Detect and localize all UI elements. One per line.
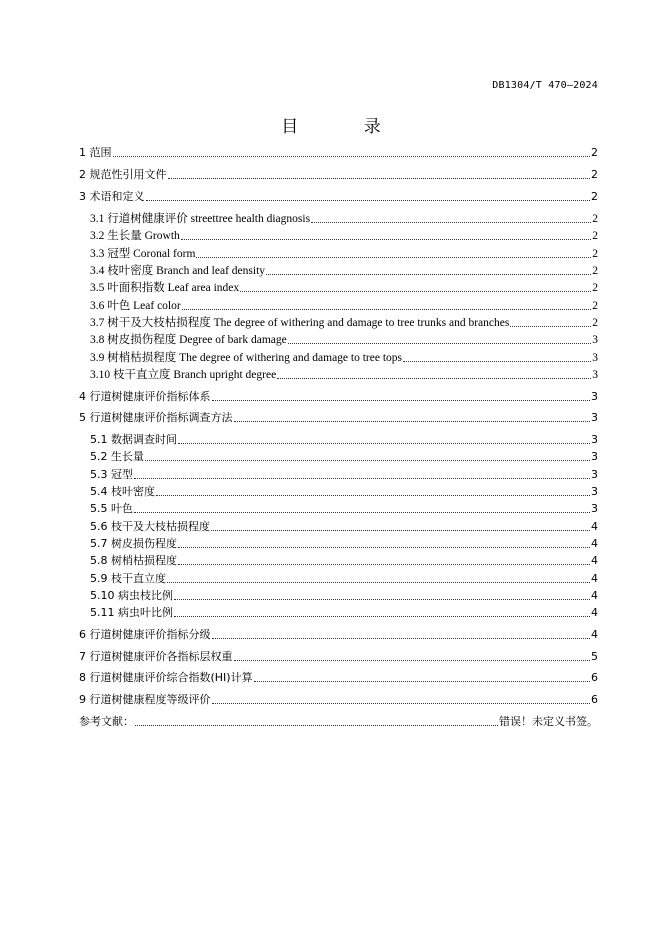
toc-entry[interactable]	[90, 332, 598, 348]
toc-leader	[178, 564, 590, 565]
toc-entry-label: 5.11 病虫叶比例	[90, 606, 173, 619]
toc-entry-label: 3.4 枝叶密度 Branch and leaf density	[90, 265, 266, 277]
toc-leader	[212, 400, 591, 401]
toc-leader	[134, 512, 590, 513]
toc-leader	[182, 309, 592, 310]
toc-entry-label: 9 行道树健康程度等级评价	[79, 693, 211, 706]
toc-entry-page: 2	[592, 282, 598, 294]
toc-entry-page: 2	[592, 317, 598, 329]
toc-entry[interactable]	[90, 367, 598, 383]
toc-entry[interactable]	[90, 246, 598, 262]
toc-entry[interactable]	[90, 315, 598, 331]
toc-entry-page: 4	[591, 554, 598, 567]
toc-leader	[311, 222, 591, 223]
toc-leader	[178, 547, 590, 548]
toc-entry[interactable]	[79, 389, 598, 405]
toc-entry[interactable]	[90, 350, 598, 366]
toc-leader	[156, 495, 590, 496]
toc-entry-page: 3	[591, 411, 598, 424]
toc-leader	[234, 660, 591, 661]
toc-entry-label: 7 行道树健康评价各指标层权重	[79, 650, 233, 663]
toc-entry-label: 3.2 生长量 Growth	[90, 230, 180, 242]
toc-leader	[146, 200, 591, 201]
toc-entry[interactable]	[90, 553, 598, 569]
toc-entry-page: 4	[591, 520, 598, 533]
toc-leader	[510, 326, 591, 327]
toc-leader	[234, 421, 591, 422]
toc-entry-label: 5.8 树梢枯损程度	[90, 554, 177, 567]
toc-entry-page: 2	[591, 146, 598, 159]
toc-leader	[113, 156, 591, 157]
toc-entry-page: 2	[592, 230, 598, 242]
document-code: DB1304/T 470—2024	[492, 80, 598, 91]
toc-entry[interactable]	[79, 410, 598, 426]
toc-entry[interactable]	[79, 670, 598, 686]
toc-entry[interactable]	[90, 449, 598, 465]
toc-entry-page: 3	[591, 450, 598, 463]
toc-entry-page: 3	[591, 468, 598, 481]
toc-entry[interactable]	[90, 519, 598, 535]
toc-entry-page: 5	[591, 650, 598, 663]
toc-entry[interactable]	[90, 536, 598, 552]
toc-leader	[167, 582, 590, 583]
toc-leader	[145, 460, 590, 461]
toc-entry-label: 5.10 病虫枝比例	[90, 589, 173, 602]
toc-leader	[403, 361, 591, 362]
toc-entry[interactable]	[79, 189, 598, 205]
toc-entry-page: 6	[591, 671, 598, 684]
toc-entry[interactable]	[79, 692, 598, 708]
toc-entry-label: 4 行道树健康评价指标体系	[79, 390, 211, 403]
toc-entry-page: 2	[592, 248, 598, 260]
toc-entry-label: 3.3 冠型 Coronal form	[90, 248, 196, 260]
toc-entry-page: 错误！未定义书签。	[499, 715, 598, 728]
toc-entry[interactable]	[90, 484, 598, 500]
toc-leader	[196, 257, 591, 258]
toc-entry-page: 4	[591, 537, 598, 550]
toc-entry[interactable]	[79, 649, 598, 665]
toc-entry-label: 5.6 枝干及大枝枯损程度	[90, 520, 210, 533]
toc-entry-label: 6 行道树健康评价指标分级	[79, 628, 211, 641]
toc-leader	[266, 274, 591, 275]
toc-entry-label: 3.9 树梢枯损程度 The degree of withering and damage to tree tops	[90, 352, 403, 364]
toc-entry-label: 3.5 叶面积指数 Leaf area index	[90, 282, 240, 294]
toc-leader	[168, 178, 591, 179]
toc-entry-page: 3	[591, 433, 598, 446]
toc-entry-page: 3	[591, 485, 598, 498]
toc-leader	[134, 478, 590, 479]
toc-entry[interactable]	[90, 228, 598, 244]
toc-leader	[254, 681, 590, 682]
toc-entry-label: 5.1 数据调查时间	[90, 433, 177, 446]
toc-entry-label: 5.3 冠型	[90, 468, 133, 481]
toc-entry-label: 3.1 行道树健康评价 streettree health diagnosis	[90, 213, 311, 225]
toc-entry[interactable]	[90, 588, 598, 604]
toc-title: 目 录	[281, 117, 411, 137]
toc-entry-references[interactable]	[79, 714, 598, 730]
toc-leader	[211, 530, 590, 531]
toc-entry[interactable]	[90, 432, 598, 448]
toc-entry-page: 2	[591, 190, 598, 203]
toc-entry-label: 5.5 叶色	[90, 502, 133, 515]
toc-leader	[174, 599, 590, 600]
toc-entry[interactable]	[90, 501, 598, 517]
toc-entry[interactable]	[79, 167, 598, 183]
toc-leader	[212, 703, 591, 704]
toc-entry-label: 3.7 树干及大枝枯损程度 The degree of withering and damage to tree trunks and branches	[90, 317, 510, 329]
toc-entry-label: 2 规范性引用文件	[79, 168, 167, 181]
toc-entry-label: 5.2 生长量	[90, 450, 144, 463]
toc-entry-label: 5.9 枝干直立度	[90, 572, 166, 585]
toc-entry-label: 3.6 叶色 Leaf color	[90, 300, 181, 312]
toc-leader	[288, 343, 592, 344]
toc-leader	[212, 638, 591, 639]
toc-leader	[178, 443, 590, 444]
toc-entry-page: 4	[591, 572, 598, 585]
toc-entry-page: 3	[591, 502, 598, 515]
toc-entry-page: 2	[591, 168, 598, 181]
toc-entry-label: 8 行道树健康评价综合指数(HI)计算	[79, 671, 253, 684]
toc-entry-label: 5.4 枝叶密度	[90, 485, 155, 498]
toc-entry[interactable]	[79, 627, 598, 643]
toc-entry[interactable]	[79, 145, 598, 161]
toc-entry[interactable]	[90, 263, 598, 279]
toc-entry-page: 4	[591, 628, 598, 641]
toc-entry-page: 4	[591, 606, 598, 619]
toc-leader	[181, 239, 591, 240]
toc-entry-page: 3	[592, 334, 598, 346]
toc-entry-label: 5 行道树健康评价指标调查方法	[79, 411, 233, 424]
toc-leader	[277, 378, 591, 379]
toc-leader	[174, 616, 590, 617]
toc-entry-page: 6	[591, 693, 598, 706]
toc-entry-label: 3.10 枝干直立度 Branch upright degree	[90, 369, 277, 381]
toc-entry-page: 2	[592, 265, 598, 277]
toc-entry[interactable]	[90, 605, 598, 621]
toc-entry-page: 2	[592, 300, 598, 312]
toc-entry[interactable]	[90, 280, 598, 296]
toc-leader	[135, 725, 498, 726]
toc-entry-label: 5.7 树皮损伤程度	[90, 537, 177, 550]
toc-entry[interactable]	[90, 467, 598, 483]
toc-entry-label: 1 范围	[79, 146, 112, 159]
toc-leader	[240, 291, 591, 292]
toc-entry[interactable]	[90, 571, 598, 587]
toc-entry-page: 3	[591, 390, 598, 403]
toc-entry-label: 3 术语和定义	[79, 190, 145, 203]
toc-entry[interactable]	[90, 211, 598, 227]
toc-entry-page: 3	[592, 352, 598, 364]
toc-entry[interactable]	[90, 298, 598, 314]
toc-entry-label: 参考文献：	[79, 715, 134, 728]
toc-entry-page: 4	[591, 589, 598, 602]
toc-entry-page: 3	[592, 369, 598, 381]
toc-entry-label: 3.8 树皮损伤程度 Degree of bark damage	[90, 334, 287, 346]
toc-entry-page: 2	[592, 213, 598, 225]
